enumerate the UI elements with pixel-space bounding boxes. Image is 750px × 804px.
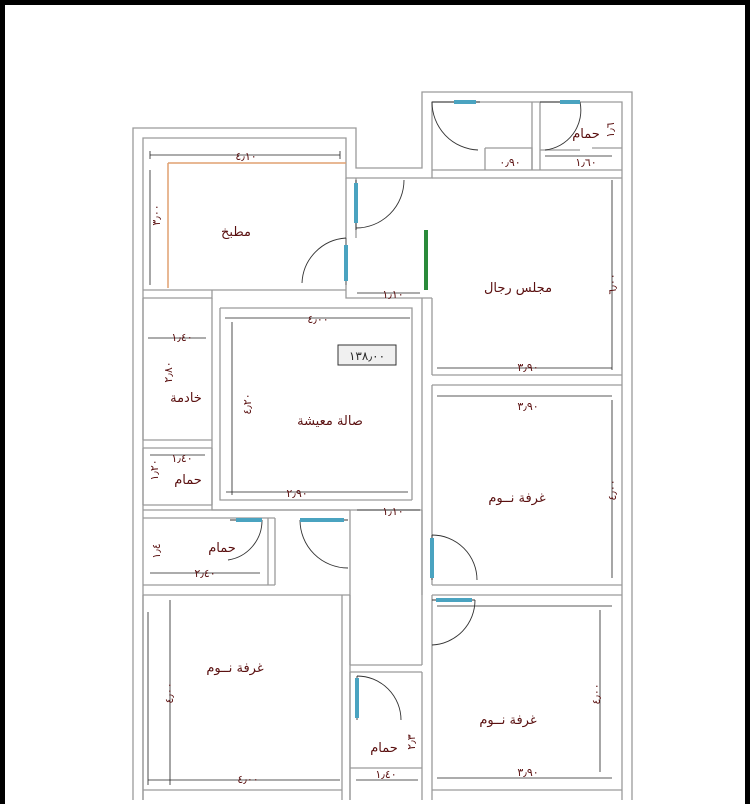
dim-bath-mid-w: ٢٫٤٠ <box>194 567 216 580</box>
dim-majlis-w: ٣٫٩٠ <box>517 361 539 374</box>
dim-living-bottom: ٢٫٩٠ <box>286 487 308 500</box>
dim-bath-left-h: ١٫٢٠ <box>148 459 161 481</box>
dim-corr-top: ١٫١٠ <box>382 288 404 301</box>
dim-bath-bottom-h: ٢٫٣ <box>405 734 418 750</box>
dim-bath-mid-h: ١٫٤ <box>150 543 163 559</box>
bath-bottom-label: حمام <box>370 741 398 756</box>
majlis-label: مجلس رجال <box>483 281 553 296</box>
dim-kitchen-w: ٤٫١٠ <box>235 150 257 163</box>
left-border <box>0 0 5 804</box>
dim-bed-right-w: ٣٫٩٠ <box>517 400 539 413</box>
dim-bed-br-h: ٤٫٠٠ <box>590 683 603 705</box>
dimension-lines <box>148 151 612 785</box>
dim-bath-bottom-w: ١٫٤٠ <box>375 768 397 781</box>
dim-living-w: ٤٫٠٠ <box>307 313 329 326</box>
dim-bed-br-w: ٣٫٩٠ <box>517 766 539 779</box>
bath-top-label: حمام <box>572 127 600 142</box>
bedroom-left-label: غرفة نــوم <box>206 661 264 676</box>
dim-bath-left-w: ١٫٤٠ <box>171 452 193 465</box>
bedroom-bottom-right-label: غرفة نــوم <box>479 713 537 728</box>
dim-bed-right-h: ٤٫٠٠ <box>606 479 619 501</box>
right-border <box>745 0 750 804</box>
dim-maid-w: ١٫٤٠ <box>171 331 193 344</box>
living-label: صالة معيشة <box>297 414 363 429</box>
dim-maid-h: ٢٫٨٠ <box>162 361 175 383</box>
area-badge: ١٣٨٫٠٠ <box>348 349 386 363</box>
bath-mid-label: حمام <box>208 541 236 556</box>
bath-left-label: حمام <box>174 473 202 488</box>
maid-label: خادمة <box>170 391 202 406</box>
dim-majlis-h: ٦٫٠٠ <box>606 273 619 295</box>
kitchen-label: مطبخ <box>221 225 251 240</box>
dim-top-small: ٠٫٩٠ <box>499 156 521 169</box>
dim-bed-left-h: ٤٫٠٠ <box>163 682 176 704</box>
dim-bath-top-w: ١٫٦٠ <box>575 156 597 169</box>
walls <box>133 92 632 800</box>
entry-marker <box>424 230 428 290</box>
dim-bath-top-h: ١٫٦ <box>604 122 617 138</box>
dim-kitchen-h: ٣٫٠٠ <box>150 204 163 226</box>
dim-bed-left-w: ٤٫٠٠ <box>237 773 259 786</box>
dim-corr-mid: ١٫١٠ <box>382 505 404 518</box>
bedroom-right-label: غرفة نــوم <box>488 491 546 506</box>
dim-living-h: ٤٫٢٠ <box>241 393 254 415</box>
top-border <box>0 0 750 5</box>
